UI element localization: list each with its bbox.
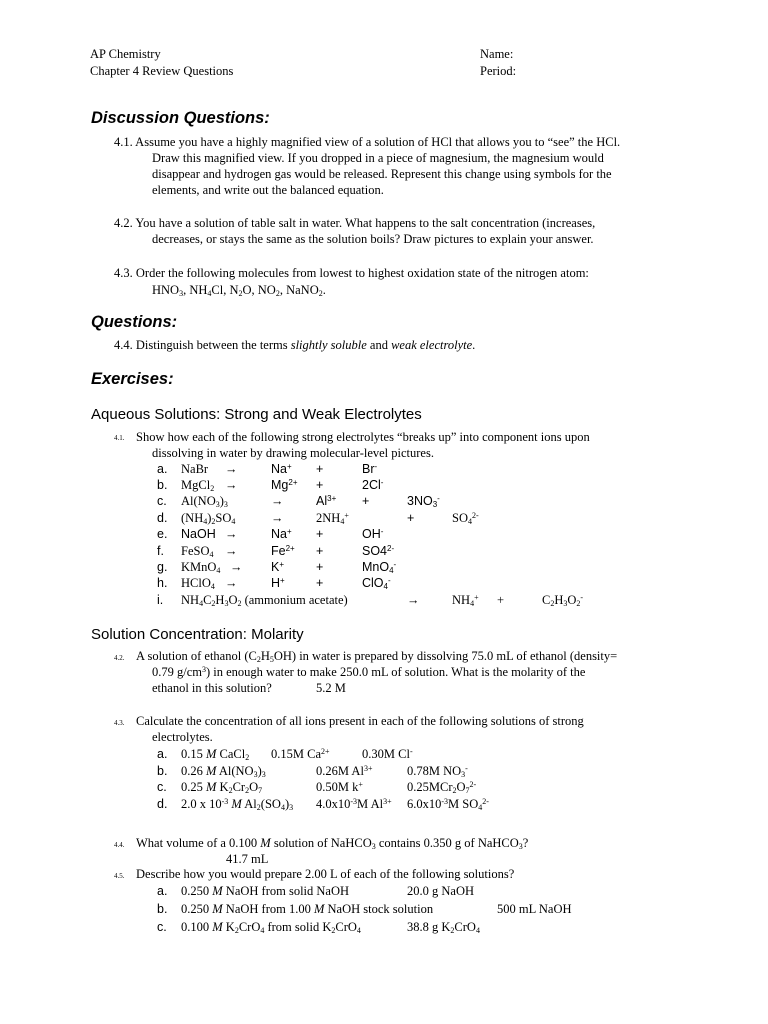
e1-e-compound: NaOH <box>181 527 216 541</box>
e3-c-solution: 0.25 M $K_2Cr_2O_7$ <box>181 780 263 795</box>
e3-a-ion1: 0.15M $Ca^{2+}$ <box>271 747 330 761</box>
aqueous-heading: Aqueous Solutions: Strong and Weak Electrolytes <box>91 406 422 423</box>
e4-answer: 41.7 mL <box>226 852 269 866</box>
e1-b-plus: + <box>316 478 324 492</box>
e1-c-ion1: $Al^{3+}$ <box>316 494 337 508</box>
e1-g-compound: KMnO$_4$ <box>181 560 221 575</box>
e5-a-answer: 20.0 g NaOH <box>407 884 475 898</box>
e3-b-ion2: 0.78M $NO_3^-$ <box>407 764 468 779</box>
chapter-title: Chapter 4 Review Questions <box>90 64 234 78</box>
e5-b-text: 0.250 M NaOH from 1.00 M NaOH stock solution <box>181 902 434 916</box>
e5-c-text: 0.100 M $K_2CrO_4$ from solid $K_2CrO_4$ <box>181 920 361 935</box>
e1-f-ion1: $Fe^{2+}$ <box>271 544 295 558</box>
e3-line2: electrolytes. <box>152 730 213 744</box>
e1-a-arrow: → <box>225 462 238 476</box>
e3-letter-b: b. <box>157 764 168 778</box>
e1-i-ion1: $NH_4^+$ <box>452 593 479 608</box>
e1-letter-d: d. <box>157 511 168 525</box>
e5-line1: Describe how you would prepare 2.00 L of each of the following solutions? <box>136 867 515 881</box>
e1-e-arrow: → <box>225 527 238 541</box>
q41-line4: elements, and write out the balanced equation. <box>152 183 384 197</box>
e2-answer: 5.2 M <box>316 681 346 695</box>
e1-letter-a: a. <box>157 462 168 476</box>
e1-a-ion1: Na+ <box>271 462 292 476</box>
e3-d-ion1: $4.0x10^{-3}M$ $Al^{3+}$ <box>316 797 392 811</box>
e3-line1: Calculate the concentration of all ions present in each of the following solutions of strong <box>136 714 584 728</box>
e1-b-arrow: → <box>225 478 238 492</box>
e3-b-solution: 0.26 M $Al(NO_3)_3$ <box>181 764 266 779</box>
e1-f-ion2: $SO4^{2-}$ <box>362 544 395 558</box>
name-label: Name: <box>480 47 514 61</box>
e1-h-ion2: ClO$_4$- <box>362 576 391 591</box>
e1-letter-f: f. <box>157 544 164 558</box>
e1-g-ion1: K+ <box>271 560 285 574</box>
e3-c-ion1: 0.50M k+ <box>316 780 363 794</box>
e1-g-ion2: MnO$_4$- <box>362 560 397 575</box>
e2-number: 4.2. <box>114 654 125 662</box>
e1-g-plus: + <box>316 560 324 574</box>
period-label: Period: <box>480 64 517 78</box>
e1-c-plus: + <box>362 494 370 508</box>
e2-line3: ethanol in this solution? <box>152 681 272 695</box>
exercises-heading: Exercises: <box>91 370 174 388</box>
e3-d-ion2: $6.0x10^{-3}M$ $SO_4^{2-}$ <box>407 797 489 812</box>
e1-i-ion2: $C_2H_3O_2^-$ <box>542 593 584 608</box>
e4-line1: What volume of a 0.100 M solution of NaHCO$_3$ contains 0.350 g of NaHCO$_3$? <box>136 836 529 851</box>
q41-line1: 4.1. Assume you have a highly magnified view of a solution of HCl that allows you to “see” the HCl. <box>114 135 621 149</box>
e5-a-text: 0.250 M NaOH from solid NaOH <box>181 884 350 898</box>
e1-c-arrow: → <box>271 494 284 508</box>
e1-letter-g: g. <box>157 560 168 574</box>
e1-e-plus: + <box>316 527 324 541</box>
e2-line2: 0.79 $g/cm^3$) in enough water to make 250.0 mL of solution. What is the molarity of the <box>152 665 586 679</box>
e1-d-ion1: $2NH_4^+$ <box>316 511 349 526</box>
e5-number: 4.5. <box>114 872 125 880</box>
discussion-heading: Discussion Questions: <box>91 109 270 127</box>
e3-c-ion2: $0.25MCr_2O_7^{2-}$ <box>407 780 477 795</box>
course-title: AP Chemistry <box>90 47 161 61</box>
e3-a-solution: 0.15 M CaCl$_2$ <box>181 747 250 762</box>
q43-molecules: $HNO_3$, $NH_4Cl$, $N_2O$, $NO_2$, NaNO$_2$. <box>152 283 326 298</box>
e1-letter-i: i. <box>157 593 164 607</box>
e3-d-solution: 2.0 x $10^{-3}$ M $Al_2(SO_4)_3$ <box>181 797 294 812</box>
e1-h-plus: + <box>316 576 324 590</box>
e1-c-compound: $Al(NO_3)_3$ <box>181 494 228 509</box>
e1-g-arrow: → <box>230 560 243 574</box>
e3-letter-a: a. <box>157 747 168 761</box>
e1-i-compound: $NH_4C_2H_3O_2$ (ammonium acetate) <box>181 593 348 608</box>
e3-letter-d: d. <box>157 797 168 811</box>
e5-b-answer: 500 mL NaOH <box>497 902 572 916</box>
e3-letter-c: c. <box>157 780 167 794</box>
q42-line1: 4.2. You have a solution of table salt in water. What happens to the salt concentration (increases, <box>114 216 596 230</box>
e1-letter-b: b. <box>157 478 168 492</box>
molarity-heading: Solution Concentration: Molarity <box>91 626 304 643</box>
e1-h-compound: HClO$_4$ <box>181 576 215 591</box>
e3-b-ion1: 0.26M $Al^{3+}$ <box>316 764 373 778</box>
questions-heading: Questions: <box>91 313 178 331</box>
e3-a-ion2: 0.30M Cl- <box>362 747 413 761</box>
e1-letter-h: h. <box>157 576 168 590</box>
e1-d-arrow: → <box>271 511 284 525</box>
e5-letter-c: c. <box>157 920 167 934</box>
e1-b-ion2: 2Cl- <box>362 478 384 492</box>
e1-letter-e: e. <box>157 527 168 541</box>
e1-f-arrow: → <box>225 544 238 558</box>
e1-h-ion1: H+ <box>271 576 285 590</box>
e1-a-ion2: Br- <box>362 462 378 476</box>
e1-b-compound: MgCl$_2$ <box>181 478 215 493</box>
q41-line2: Draw this magnified view. If you dropped in a piece of magnesium, the magnesium would <box>152 151 604 165</box>
e1-b-ion1: $Mg^{2+}$ <box>271 478 298 492</box>
q41-line3: disappear and hydrogen gas would be released. Represent this change using symbols for the <box>152 167 612 181</box>
e1-e-ion2: OH- <box>362 527 384 541</box>
e3-number: 4.3. <box>114 719 125 727</box>
e1-line2: dissolving in water by drawing molecular-level pictures. <box>152 446 434 460</box>
q43-line1: 4.3. Order the following molecules from lowest to highest oxidation state of the nitrogen atom: <box>114 266 589 280</box>
e1-d-compound: $(NH_4)_2SO_4$ <box>181 511 236 526</box>
q44-line1: 4.4. Distinguish between the terms slightly soluble and weak electrolyte. <box>114 338 476 352</box>
e5-c-answer: 38.8 g $K_2CrO_4$ <box>407 920 480 935</box>
e5-letter-a: a. <box>157 884 168 898</box>
e1-number: 4.1. <box>114 434 125 442</box>
e2-line1: A solution of ethanol $(C_2H_5OH)$ in water is prepared by dissolving 75.0 mL of ethanol (density= <box>136 649 618 664</box>
e1-letter-c: c. <box>157 494 167 508</box>
e1-a-compound: NaBr <box>181 462 209 476</box>
q42-line2: decreases, or stays the same as the solution boils? Draw pictures to explain your answer. <box>152 232 594 246</box>
e1-i-plus: + <box>497 593 505 607</box>
e1-c-ion2: $3NO_3^-$ <box>407 494 440 509</box>
e1-i-arrow: → <box>407 593 420 607</box>
e1-d-ion2: $SO_4^{2-}$ <box>452 511 479 526</box>
e1-f-plus: + <box>316 544 324 558</box>
e5-letter-b: b. <box>157 902 168 916</box>
e1-f-compound: FeSO$_4$ <box>181 544 214 559</box>
e4-number: 4.4. <box>114 841 125 849</box>
e1-a-plus: + <box>316 462 324 476</box>
e1-d-plus: + <box>407 511 415 525</box>
e1-h-arrow: → <box>225 576 238 590</box>
e1-e-ion1: Na+ <box>271 527 292 541</box>
e1-line1: Show how each of the following strong electrolytes “breaks up” into component ions upon <box>136 430 590 444</box>
